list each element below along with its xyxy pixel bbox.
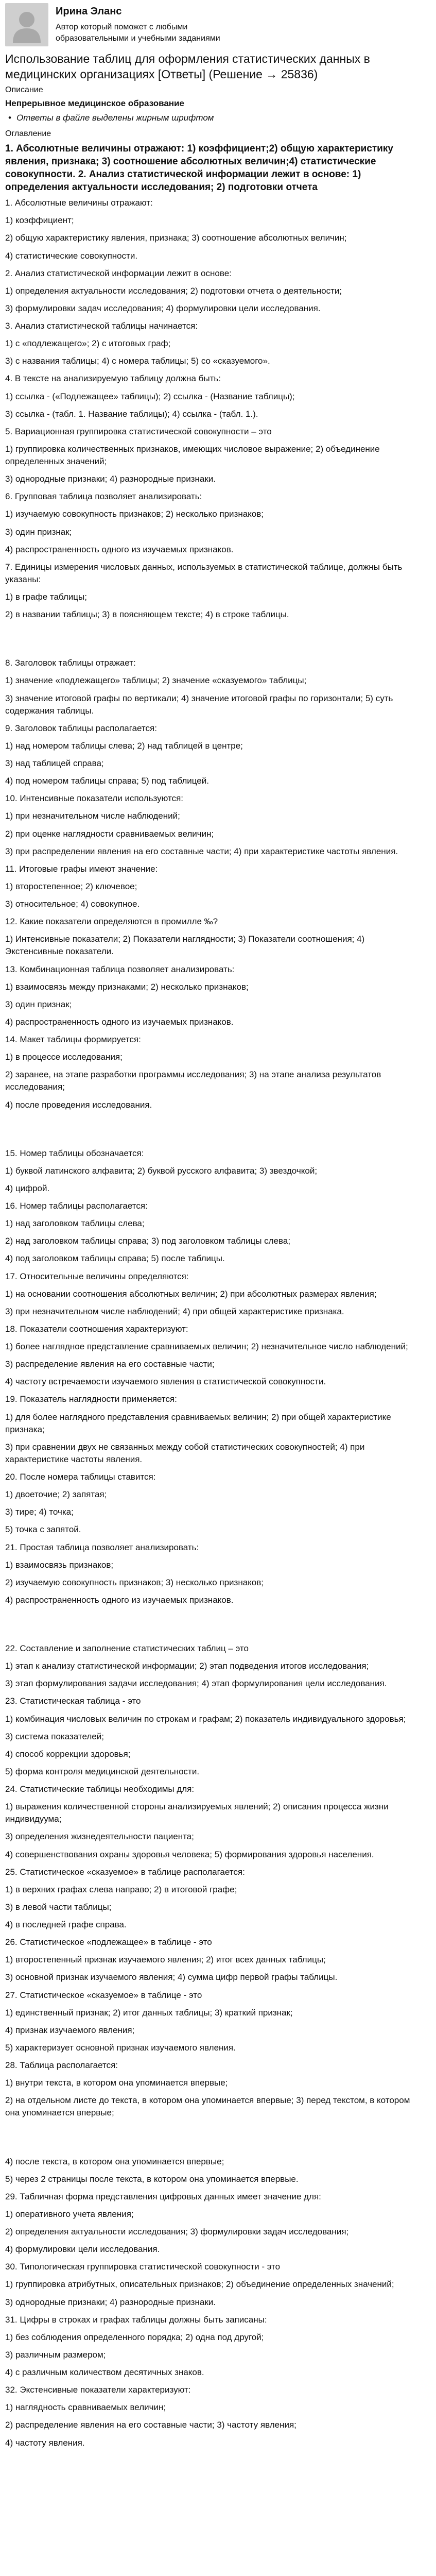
question-line: 6. Групповая таблица позволяет анализировать: (5, 492, 202, 502)
question-line: 2) заранее, на этапе разработки программы исследования; 3) на этапе анализа результатов исследования; (5, 1070, 381, 1092)
contents-label: Оглавление (5, 129, 51, 138)
question-line: 4) после текста, в котором она упоминается впервые; (5, 2156, 224, 2166)
question-line: 21. Простая таблица позволяет анализировать: (5, 1542, 199, 1552)
question-line: 1) группировка атрибутных, описательных признаков; 2) объединение определенных значений; (5, 2279, 394, 2290)
question-line: 3) ссылка - (табл. 1. Название таблицы); 4) ссылка - (табл. 1.). (5, 409, 258, 419)
question-line: 2) в названии таблицы; 3) в поясняющем тексте; 4) в строке таблицы. (5, 609, 289, 620)
question-line: 4) под номером таблицы справа; 5) под таблицей. (5, 776, 209, 786)
question-line: 1) в процессе исследования; (5, 1052, 123, 1062)
question-line: 9. Заголовок таблицы располагается: (5, 723, 157, 733)
question-line: 4) признак изучаемого явления; (5, 2025, 135, 2035)
question-line: 1) взаимосвязь между признаками; 2) несколько признаков; (5, 981, 249, 992)
question-line: 3) относительное; 4) совокупное. (5, 899, 140, 909)
question-line: 3) в левой части таблицы; (5, 1902, 112, 1912)
author-name: Ирина Эланс (56, 6, 122, 17)
question-line: 1. Абсолютные величины отражают: (5, 198, 153, 208)
question-line: 19. Показатель наглядности применяется: (5, 1394, 177, 1404)
page-break-gap (5, 1116, 421, 1147)
question-line: 2. Анализ статистической информации лежит в основе: (5, 268, 232, 278)
question-line: 10. Интенсивные показатели используются: (5, 793, 184, 804)
question-line: 29. Табличная форма представления цифровых данных имеет значение для: (5, 2191, 321, 2201)
question-line: 3) с названия таблицы; 4) с номера таблицы; 5) со «сказуемого». (5, 356, 270, 366)
question-line: 3) тире; 4) точка; (5, 1507, 74, 1517)
question-line: 1) на основании соотношения абсолютных величин; 2) при абсолютных размерах явления; (5, 1289, 377, 1299)
question-line: 5. Вариационная группировка статистической совокупности – это (5, 426, 272, 436)
question-line: 5) точка с запятой. (5, 1524, 81, 1535)
question-line: 3) система показателей; (5, 1731, 104, 1741)
question-line: 1) значение «подлежащего» таблицы; 2) значение «сказуемого» таблицы; (5, 675, 307, 686)
question-line: 1) комбинация числовых величин по строкам и графам; 2) показатель индивидуального здоровья; (5, 1714, 406, 1724)
question-line: 25. Статистическое «сказуемое» в таблице располагается: (5, 1867, 245, 1877)
subject-heading: Непрерывное медицинское образование (5, 98, 184, 108)
question-line: 2) определения актуальности исследования; 3) формулировки задач исследования; (5, 2227, 349, 2237)
answers-note-text: Ответы в файле выделены жирным шрифтом (16, 112, 214, 123)
question-line: 15. Номер таблицы обозначается: (5, 1148, 144, 1158)
question-line: 1) буквой латинского алфавита; 2) буквой русского алфавита; 3) звездочкой; (5, 1165, 318, 1176)
question-line: 5) характеризует основной признак изучаемого явления. (5, 2042, 236, 2053)
page-title: Использование таблиц для оформления статистических данных в медицинских организациях [Ответы] (Решение → 25836) (5, 52, 370, 81)
question-line: 3) формулировки задач исследования; 4) формулировки цели исследования. (5, 303, 321, 313)
question-line: 4) в последней графе справа. (5, 1920, 127, 1930)
question-line: 4. В тексте на анализируемую таблицу должна быть: (5, 374, 221, 384)
question-line: 16. Номер таблицы располагается: (5, 1201, 148, 1211)
page-break-gap (5, 626, 421, 657)
page-break-gap (5, 2125, 421, 2156)
question-line: 1) этап к анализу статистической информации; 2) этап подведения итогов исследования; (5, 1661, 369, 1671)
question-line: 4) статистические совокупности. (5, 250, 138, 261)
question-line: 5) форма контроля медицинской деятельности. (5, 1766, 200, 1776)
question-line: 3) при распределении явления на его составные части; 4) при характеристике частоты явления. (5, 846, 398, 856)
answers-note (16, 112, 421, 124)
question-line: 4) совершенствования охраны здоровья человека; 5) формирования здоровья населения. (5, 1849, 374, 1859)
question-line: 4) цифрой. (5, 1183, 50, 1193)
question-line: 1) двоеточие; 2) запятая; (5, 1489, 107, 1500)
question-line: 1) единственный признак; 2) итог данных таблицы; 3) краткий признак; (5, 2007, 293, 2018)
question-line: 1) второстепенный признак изучаемого явления; 2) итог всех данных таблицы; (5, 1955, 326, 1965)
question-line: 1) с «подлежащего»; 2) с итоговых граф; (5, 338, 171, 349)
question-line: 14. Макет таблицы формируется: (5, 1035, 141, 1045)
question-line: 3) при сравнении двух не связанных между собой статистических совокупностей; 4) при характеристике частоты явления. (5, 1442, 365, 1464)
question-line: 2) на отдельном листе до текста, в котором она упоминается впервые; 3) перед текстом, в котором она упоминается впервые; (5, 2095, 410, 2118)
question-line: 3) однородные признаки; 4) разнородные признаки. (5, 474, 216, 484)
question-line: 1) выражения количественной стороны анализируемых явлений; 2) описания процесса жизни индивидуума; (5, 1802, 389, 1824)
question-line: 2) распределение явления на его составные части; 3) частоту явления; (5, 2420, 297, 2430)
question-line: 3) один признак; (5, 527, 72, 537)
question-line: 32. Экстенсивные показатели характеризуют: (5, 2385, 191, 2395)
question-line: 3) различным размером; (5, 2349, 106, 2360)
question-line: 2) при оценке наглядности сравниваемых величин; (5, 828, 214, 839)
questions-content (5, 197, 421, 2449)
question-line: 2) изучаемую совокупность признаков; 3) несколько признаков; (5, 1577, 264, 1587)
question-line: 12. Какие показатели определяются в промилле ‰? (5, 917, 218, 927)
question-line: 1) над номером таблицы слева; 2) над таблицей в центре; (5, 740, 243, 751)
question-line: 3) основной признак изучаемого явления; 4) сумма цифр первой графы таблицы. (5, 1972, 338, 1982)
question-line: 18. Показатели соотношения характеризуют: (5, 1324, 188, 1334)
question-line: 11. Итоговые графы имеют значение: (5, 863, 158, 874)
question-line: 1) ссылка - («Подлежащее» таблицы); 2) ссылка - (Название таблицы); (5, 391, 295, 401)
question-line: 5) через 2 страницы после текста, в котором она упоминается впервые. (5, 2174, 299, 2184)
question-line: 30. Типологическая группировка статистической совокупности - это (5, 2262, 281, 2272)
question-line: 20. После номера таблицы ставится: (5, 1472, 156, 1482)
question-line: 3) этап формулирования задачи исследования; 4) этап формулирования цели исследования. (5, 1679, 387, 1689)
question-line: 31. Цифры в строках и графах таблицы должны быть записаны: (5, 2314, 267, 2325)
question-line: 13. Комбинационная таблица позволяет анализировать: (5, 964, 235, 974)
question-line: 4) распространенность одного из изучаемых признаков. (5, 544, 234, 554)
question-line: 1) для более наглядного представления сравниваемых величин; 2) при общей характеристике признака; (5, 1412, 391, 1434)
question-line: 28. Таблица располагается: (5, 2060, 118, 2071)
question-line: 24. Статистические таблицы необходимы для: (5, 1784, 195, 1794)
question-line: 3) значение итоговой графы по вертикали; 4) значение итоговой графы по горизонтали; 5) суть содержания таблицы. (5, 693, 393, 716)
question-line: 1) без соблюдения определенного порядка; 2) одна под другой; (5, 2332, 264, 2342)
question-line: 1) над заголовком таблицы слева; (5, 1218, 145, 1229)
question-line: 3. Анализ статистической таблицы начинается: (5, 321, 198, 331)
question-line: 1) взаимосвязь признаков; (5, 1560, 114, 1570)
question-line: 4) после проведения исследования. (5, 1099, 152, 1110)
page-break-gap (5, 1612, 421, 1642)
question-line: 4) под заголовком таблицы справа; 5) после таблицы. (5, 1253, 225, 1264)
question-line: 1) в верхних графах слева направо; 2) в итоговой графе; (5, 1884, 237, 1894)
question-line: 1) изучаемую совокупность признаков; 2) несколько признаков; (5, 509, 264, 519)
avatar (5, 3, 48, 46)
description-label: Описание (5, 85, 43, 94)
question-line: 2) общую характеристику явления, признака; 3) соотношение абсолютных величин; (5, 233, 347, 243)
question-line: 1) второстепенное; 2) ключевое; (5, 881, 137, 891)
question-line: 1) оперативного учета явления; (5, 2209, 134, 2219)
question-line: 3) над таблицей справа; (5, 758, 104, 769)
question-line: 1) наглядность сравниваемых величин; (5, 2402, 166, 2413)
question-line: 8. Заголовок таблицы отражает: (5, 658, 136, 668)
author-info (56, 3, 241, 44)
question-line: 1) коэффициент; (5, 215, 74, 226)
question-line: 4) способ коррекции здоровья; (5, 1749, 131, 1759)
question-line: 26. Статистическое «подлежащее» в таблице - это (5, 1937, 212, 1947)
question-line: 23. Статистическая таблица - это (5, 1696, 141, 1706)
question-line: 3) однородные признаки; 4) разнородные признаки. (5, 2297, 216, 2307)
question-line: 1) при незначительном числе наблюдений; (5, 811, 180, 821)
question-line: 3) определения жизнедеятельности пациента; (5, 1832, 194, 1842)
question-line: 4) распространенность одного из изучаемых признаков. (5, 1016, 234, 1027)
question-line: 2) над заголовком таблицы справа; 3) под заголовком таблицы слева; (5, 1236, 291, 1246)
question-line: 3) при незначительном числе наблюдений; 4) при общей характеристике признака. (5, 1306, 344, 1316)
question-line: 4) частоту явления. (5, 2437, 85, 2448)
author-description: Автор который поможет с любыми образовательными и учебными заданиями (56, 23, 220, 43)
question-line: 1) определения актуальности исследования; 2) подготовки отчета о деятельности; (5, 285, 342, 296)
question-line: 4) распространенность одного из изучаемых признаков. (5, 1595, 234, 1605)
first-question-highlight: 1. Абсолютные величины отражают: 1) коэффициент;2) общую характеристику явления, признака; 3) соотношение абсолютных величин;4) статистические совокупности. 2. Анализ статистической информации лежит в основе: 1) определения актуальности исследования; 2) подготовки отчета (5, 143, 393, 193)
question-line: 1) внутри текста, в котором она упоминается впервые; (5, 2078, 228, 2088)
question-line: 22. Составление и заполнение статистических таблиц – это (5, 1643, 249, 1654)
question-line: 7. Единицы измерения числовых данных, используемых в статистической таблице, должны быть указаны: (5, 562, 403, 584)
question-line: 4) формулировки цели исследования. (5, 2244, 160, 2255)
question-line: 27. Статистическое «сказуемое» в таблице - это (5, 1990, 202, 2000)
author-header (5, 0, 421, 46)
question-line: 1) более наглядное представление сравниваемых величин; 2) незначительное число наблюдений; (5, 1342, 408, 1352)
question-line: 17. Относительные величины определяются: (5, 1271, 189, 1281)
question-line: 1) группировка количественных признаков, имеющих числовое выражение; 2) объединение определенных значений; (5, 444, 380, 467)
question-line: 1) Интенсивные показатели; 2) Показатели наглядности; 3) Показатели соотношения; 4) Экстенсивные показатели. (5, 934, 365, 957)
question-line: 3) один признак; (5, 999, 72, 1009)
user-silhouette-icon (9, 7, 45, 43)
question-line: 1) в графе таблицы; (5, 592, 87, 602)
question-line: 4) частоту встречаемости изучаемого явления в статистической совокупности. (5, 1377, 326, 1387)
question-line: 3) распределение явления на его составные части; (5, 1359, 215, 1369)
question-line: 4) с различным количеством десятичных знаков. (5, 2367, 204, 2378)
